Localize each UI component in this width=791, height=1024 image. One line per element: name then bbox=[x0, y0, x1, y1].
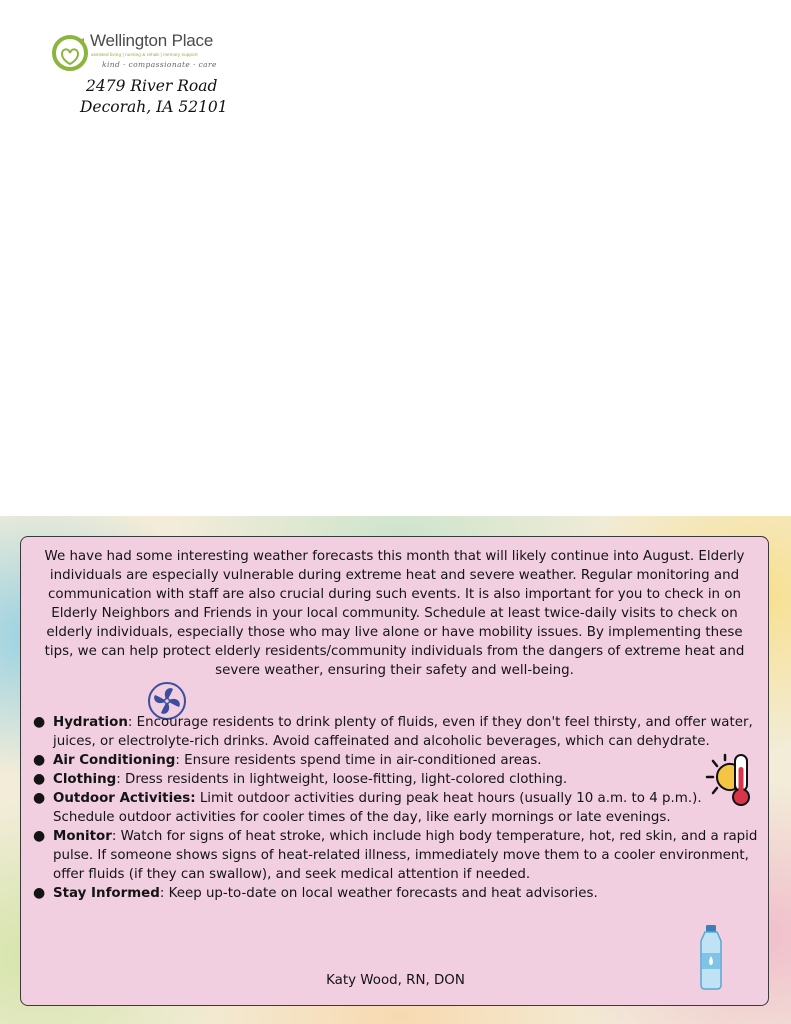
tips-list bbox=[33, 713, 763, 903]
address-line-2: Decorah, IA 52101 bbox=[80, 98, 228, 116]
return-address bbox=[80, 76, 228, 118]
signature: Katy Wood, RN, DON bbox=[326, 973, 465, 988]
logo-tagline: kind · compassionate · care bbox=[102, 60, 217, 69]
tip-title: Stay Informed bbox=[53, 886, 160, 901]
tip-title: Hydration bbox=[53, 715, 128, 730]
logo-subtitle: assisted living | nursing & rehab | memory support bbox=[91, 52, 198, 57]
tip-item-air-conditioning: ● Air Conditioning: Ensure residents spend time in air-conditioned areas. bbox=[33, 752, 542, 768]
tip-title: Clothing bbox=[53, 772, 117, 787]
tip-item-monitor: ● Monitor: Watch for signs of heat stroke, which include high body temperature, hot, red skin, and a rapid pulse. If someone shows signs of heat-related illness, immediately move them to a cooler environment, offer fluids (if they can swallow), and seek medical attention if needed. bbox=[33, 828, 758, 882]
sun-thermometer-icon bbox=[705, 751, 757, 809]
tip-item-clothing: ● Clothing: Dress residents in lightweight, loose-fitting, light-colored clothing. bbox=[33, 771, 568, 787]
tip-item-stay-informed: ● Stay Informed: Keep up-to-date on local weather forecasts and heat advisories. bbox=[33, 885, 598, 901]
address-line-1: 2479 River Road bbox=[86, 77, 218, 95]
tip-title: Monitor bbox=[53, 829, 112, 844]
tip-item-outdoor-activities: ● Outdoor Activities: Limit outdoor activities during peak heat hours (usually 10 a.m. to 4 p.m.). Schedule outdoor activities for cooler times of the day, like early mornings or late evenings. bbox=[33, 790, 702, 825]
tip-text: Keep up-to-date on local weather forecasts and heat advisories. bbox=[164, 886, 598, 901]
heart-leaf-logo-icon bbox=[50, 32, 92, 74]
intro-paragraph: We have had some interesting weather forecasts this month that will likely continue into August. Elderly individuals are especially vulnerable during extreme heat and severe weather. Regular monitoring and communication with staff are also crucial during such events. It is also important for you to check in on Elderly Neighbors and Friends in your local community. Schedule at least twice-daily visits to check on elderly individuals, especially those who may live alone or have mobility issues. By implementing these tips, we can help protect elderly residents/community individuals from the dangers of extreme heat and severe weather, ensuring their safety and well-being. bbox=[44, 549, 745, 678]
logo-name: Wellington Place bbox=[90, 31, 214, 50]
tip-item-hydration: ● Hydration: Encourage residents to drink plenty of fluids, even if they don't feel thirsty, and offer water, juices, or electrolyte-rich drinks. Avoid caffeinated and alcoholic beverages, which can dehydrate. bbox=[33, 714, 753, 749]
tip-text: Encourage residents to drink plenty of fluids, even if they don't feel thirsty, and offer water, juices, or electrolyte-rich drinks. Avoid caffeinated and alcoholic beverages, which can dehydrate. bbox=[53, 715, 753, 749]
tip-text: Limit outdoor activities during peak heat hours (usually 10 a.m. to 4 p.m.). Schedule outdoor activities for cooler times of the day, like early mornings or late evenings. bbox=[53, 791, 702, 825]
tip-text: Watch for signs of heat stroke, which include high body temperature, hot, red skin, and a rapid pulse. If someone shows signs of heat-related illness, immediately move them to a cooler environment, offer fluids (if they can swallow), and seek medical attention if needed. bbox=[53, 829, 758, 882]
newsletter-panel bbox=[20, 536, 769, 1006]
tip-text: Ensure residents spend time in air-conditioned areas. bbox=[179, 753, 542, 768]
logo bbox=[50, 28, 230, 78]
tip-title: Air Conditioning bbox=[53, 753, 176, 768]
tip-text: Dress residents in lightweight, loose-fitting, light-colored clothing. bbox=[120, 772, 568, 787]
tip-title: Outdoor Activities: bbox=[53, 791, 196, 806]
